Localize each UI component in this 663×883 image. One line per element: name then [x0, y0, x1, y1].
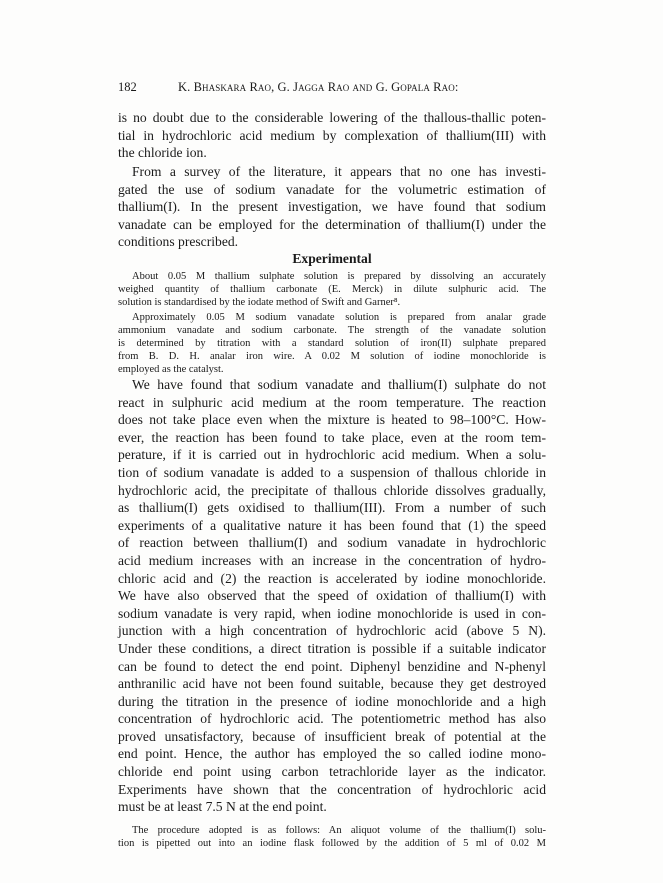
author-line: K. Bhaskara Rao, G. Jagga Rao and G. Gopala Rao: [178, 80, 459, 94]
paragraph-survey [118, 163, 546, 251]
paragraph-results [118, 376, 546, 816]
reagent-paragraph-thallium [118, 270, 546, 309]
text-line: sodium vanadate is very rapid, when iodine monochloride is used in con- [118, 605, 546, 621]
text-line: The procedure adopted is as follows: An aliquot volume of the thallium(I) solu- [132, 825, 546, 836]
text-line: is determined by titration with a standard solution of iron(II) sulphate prepared [118, 338, 546, 349]
paragraph-continuation [118, 109, 546, 162]
text-line: during the titration in the presence of iodine monochloride and a high [118, 693, 546, 709]
text-line: gated the use of sodium vanadate for the volumetric estimation of [118, 181, 546, 197]
text-line: perature, if it is carried out in hydrochloric acid medium. When a solu- [118, 447, 546, 463]
text-line: Experiments have shown that the concentration of hydrochloric acid [118, 781, 546, 797]
text-line: tial in hydrochloric acid medium by complexation of thallium(III) with [118, 127, 546, 143]
text-line: We have found that sodium vanadate and thallium(I) sulphate do not [132, 377, 546, 392]
text-line: tion of sodium vanadate is added to a suspension of thallous chloride in [118, 464, 546, 480]
text-line: From a survey of the literature, it appears that no one has investi- [132, 164, 546, 179]
text-line: experiments of a qualitative nature it has been found that (1) the speed [118, 517, 546, 533]
text-line: ever, the reaction has been found to take place, even at the room tem- [118, 429, 546, 445]
section-heading: Experimental [292, 251, 372, 266]
text-line: vanadate can be employed for the determination of thallium(I) under the [118, 216, 546, 232]
text-line: from B. D. H. analar iron wire. A 0.02 M solution of iodine monochloride is [118, 351, 546, 362]
text-line: conditions prescribed. [118, 234, 239, 250]
text-line: employed as the catalyst. [118, 364, 224, 375]
text-line: chloride end point using carbon tetrachloride layer as the indicator. [118, 764, 546, 780]
text-line: About 0.05 M thallium sulphate solution is prepared by dissolving an accurately [132, 271, 546, 282]
text-line: of reaction between thallium(I) and sodium vanadate in hydrochloric [118, 535, 546, 551]
page-number: 182 [118, 80, 137, 94]
text-line: must be at least 7.5 N at the end point. [118, 799, 327, 815]
text-line: the chloride ion. [118, 145, 207, 161]
text-line: ammonium vanadate and sodium carbonate. The strength of the vanadate solution [118, 325, 546, 336]
text-line: hydrochloric acid, the precipitate of thallous chloride dissolves gradually, [118, 482, 546, 498]
running-header [118, 80, 548, 96]
text-line: acid medium increases with an increase in the concentration of hydro- [118, 552, 546, 568]
text-line: can be found to detect the end point. Diphenyl benzidine and N-phenyl [118, 658, 546, 674]
text-line: concentration of hydrochloric acid. The potentiometric method has also [118, 711, 546, 727]
text-line: proved unsatisfactory, because of insufficient break of potential at the [118, 728, 546, 744]
text-line: junction with a high concentration of hydrochloric acid (above 5 N). [118, 623, 546, 639]
text-line: solution is standardised by the iodate method of Swift and Garner⁸. [118, 297, 401, 308]
text-line: is no doubt due to the considerable lowering of the thallous-thallic poten- [118, 110, 546, 125]
procedure-paragraph [118, 824, 546, 850]
reagent-paragraph-vanadate [118, 311, 546, 376]
text-line: thallium(I). In the present investigation, we have found that sodium [118, 199, 546, 215]
text-line: We have also observed that the speed of oxidation of thallium(I) with [118, 588, 546, 604]
text-line: chloric acid and (2) the reaction is accelerated by iodine monochloride. [118, 570, 546, 586]
text-line: Approximately 0.05 M sodium vanadate solution is prepared from analar grade [132, 312, 546, 323]
text-line: does not take place even when the mixture is heated to 98–100°C. How- [118, 412, 546, 428]
text-line: react in sulphuric acid medium at the room temperature. The reaction [118, 394, 546, 410]
text-line: Under these conditions, a direct titration is possible if a suitable indicator [118, 640, 546, 656]
text-line: anthranilic acid have not been found suitable, because they get destroyed [118, 676, 546, 692]
text-line: as thallium(I) gets oxidised to thallium(III). From a number of such [118, 500, 546, 516]
text-line: weighed quantity of thallium carbonate (E. Merck) in dilute sulphuric acid. The [118, 284, 546, 295]
text-line: tion is pipetted out into an iodine flask followed by the addition of 5 ml of 0.02 M [118, 838, 546, 849]
text-line: end point. Hence, the author has employed the so called iodine mono- [118, 746, 546, 762]
